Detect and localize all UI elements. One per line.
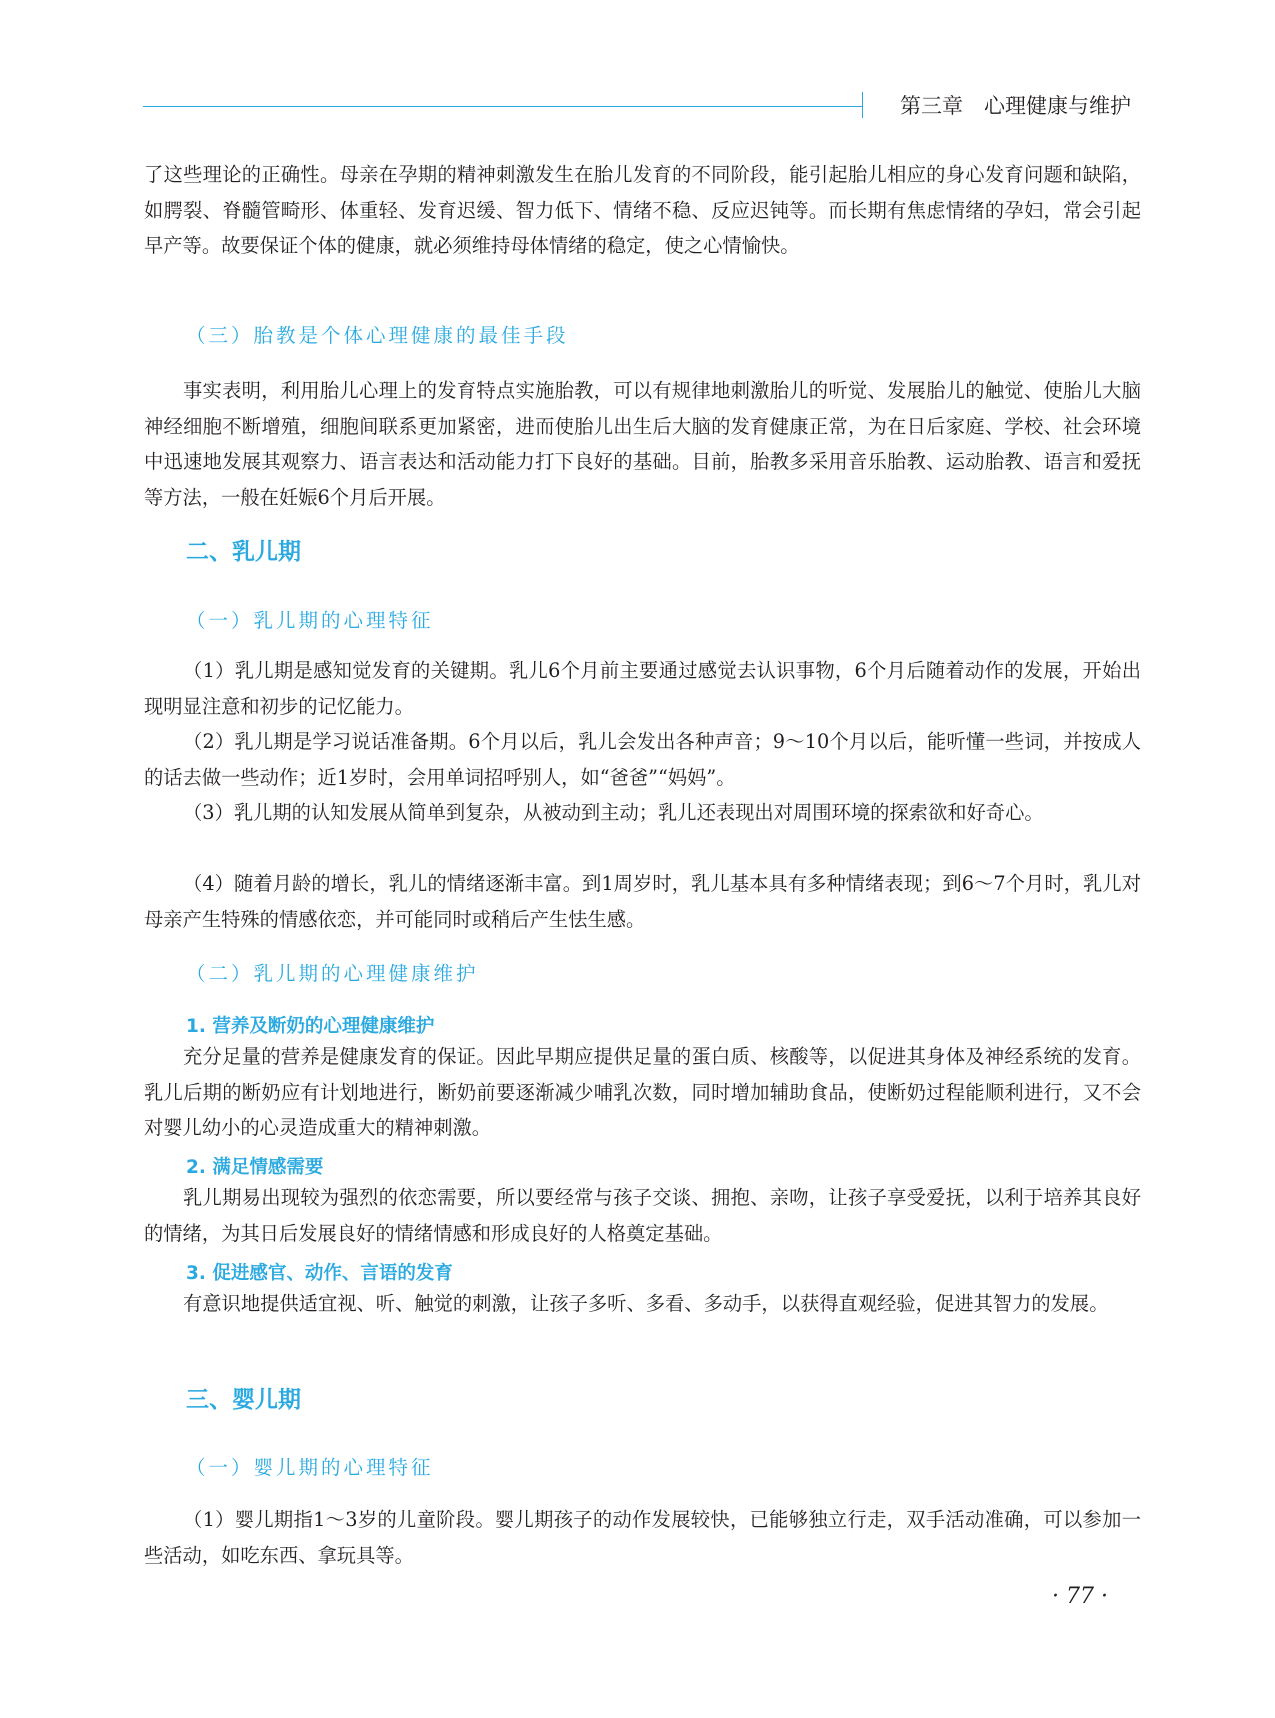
bold-heading-sensory-development: 3. 促进感官、动作、言语的发育: [186, 1263, 453, 1284]
subheading-infancy-characteristics: （一）乳儿期的心理特征: [186, 609, 434, 632]
paragraph-infancy-point-2: （2）乳儿期是学习说话准备期。6个月以后，乳儿会发出各种声音；9～10个月以后，能听懂一些词，并按成人的话去做一些动作；近1岁时，会用单词招呼别人，如“爸爸”“妈妈”。: [144, 730, 1141, 789]
chapter-title: 第三章 心理健康与维护: [900, 94, 1131, 118]
paragraph-infancy-point-3: （3）乳儿期的认知发展从简单到复杂，从被动到主动；乳儿还表现出对周围环境的探索欲和好奇心。: [183, 801, 1044, 824]
paragraph-theory-correctness: 了这些理论的正确性。母亲在孕期的精神刺激发生在胎儿发育的不同阶段，能引起胎儿相应的身心发育问题和缺陷，如腭裂、脊髓管畸形、体重轻、发育迟缓、智力低下、情绪不稳、反应迟钝等。而长期有焦虑情绪的孕妇，常会引起早产等。故要保证个体的健康，就必须维持母体情绪的稳定，使之心情愉快。: [144, 163, 1141, 257]
subheading-toddlerhood-characteristics: （一）婴儿期的心理特征: [186, 1456, 434, 1479]
bold-heading-emotional-needs: 2. 满足情感需要: [186, 1157, 324, 1178]
subheading-prenatal-education: （三）胎教是个体心理健康的最佳手段: [186, 324, 569, 347]
header-rule: [143, 106, 863, 107]
paragraph-prenatal-education: 事实表明，利用胎儿心理上的发育特点实施胎教，可以有规律地刺激胎儿的听觉、发展胎儿的触觉、使胎儿大脑神经细胞不断增殖，细胞间联系更加紧密，进而使胎儿出生后大脑的发育健康正常，为在日后家庭、学校、社会环境中迅速地发展其观察力、语言表达和活动能力打下良好的基础。目前，胎教多采用音乐胎教、运动胎教、语言和爱抚等方法，一般在妊娠6个月后开展。: [144, 379, 1141, 509]
paragraph-sensory-development: 有意识地提供适宜视、听、触觉的刺激，让孩子多听、多看、多动手，以获得直观经验，促进其智力的发展。: [183, 1292, 1109, 1315]
paragraph-toddlerhood-point-1: （1）婴儿期指1～3岁的儿童阶段。婴儿期孩子的动作发展较快，已能够独立行走，双手活动准确，可以参加一些活动，如吃东西、拿玩具等。: [144, 1508, 1141, 1567]
paragraph-infancy-point-1: （1）乳儿期是感知觉发育的关键期。乳儿6个月前主要通过感觉去认识事物，6个月后随着动作的发展，开始出现明显注意和初步的记忆能力。: [144, 659, 1141, 718]
subheading-infancy-maintenance: （二）乳儿期的心理健康维护: [186, 962, 479, 985]
section-heading-toddlerhood: 三、婴儿期: [186, 1387, 301, 1413]
section-heading-infancy: 二、乳儿期: [186, 539, 301, 565]
paragraph-nutrition-weaning: 充分足量的营养是健康发育的保证。因此早期应提供足量的蛋白质、核酸等，以促进其身体及神经系统的发育。乳儿后期的断奶应有计划地进行，断奶前要逐渐减少哺乳次数，同时增加辅助食品，使断奶过程能顺利进行，又不会对婴儿幼小的心灵造成重大的精神刺激。: [144, 1045, 1141, 1139]
paragraph-infancy-point-4: （4）随着月龄的增长，乳儿的情绪逐渐丰富。到1周岁时，乳儿基本具有多种情绪表现；到6～7个月时，乳儿对母亲产生特殊的情感依恋，并可能同时或稍后产生怯生感。: [144, 872, 1141, 931]
page-number: · 77 ·: [1052, 1584, 1108, 1609]
paragraph-emotional-needs: 乳儿期易出现较为强烈的依恋需要，所以要经常与孩子交谈、拥抱、亲吻，让孩子享受爱抚，以利于培养其良好的情绪，为其日后发展良好的情绪情感和形成良好的人格奠定基础。: [144, 1186, 1141, 1245]
bold-heading-nutrition-weaning: 1. 营养及断奶的心理健康维护: [186, 1016, 435, 1037]
header-rule-tick: [862, 92, 863, 118]
